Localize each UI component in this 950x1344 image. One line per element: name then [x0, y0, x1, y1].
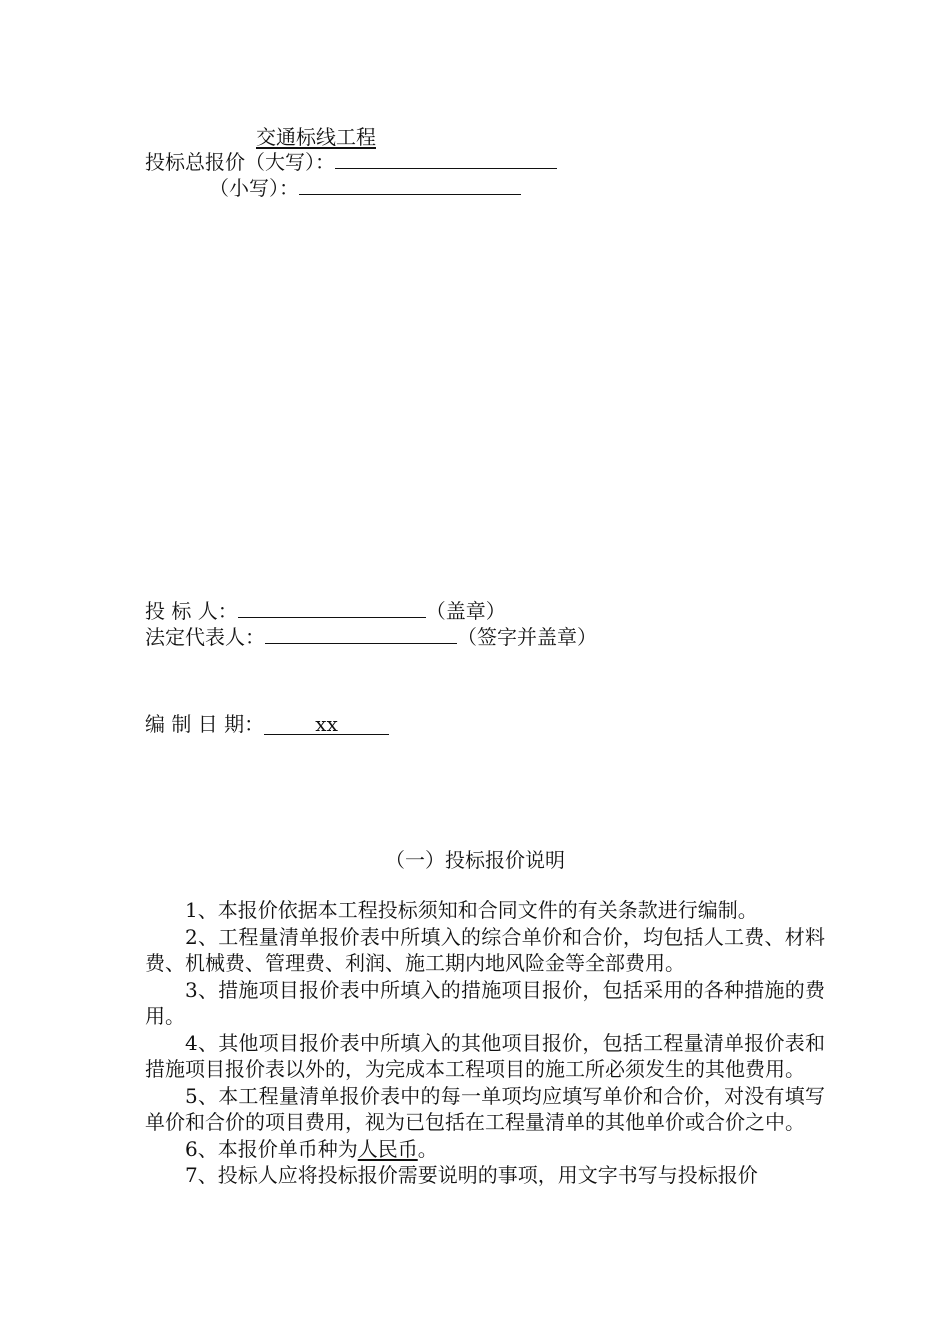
date-value[interactable]: xx: [264, 714, 389, 735]
list-item: 3、措施项目报价表中所填入的措施项目报价，包括采用的各种措施的费用。: [145, 977, 825, 1028]
item6-suffix: 。: [417, 1136, 438, 1161]
list-item: 5、本工程量清单报价表中的每一单项均应填写单价和合价，对没有填写单价和合价的项目费用，视为已包括在工程量清单的其他单价或合价之中。: [145, 1083, 825, 1134]
list-item: 1、本报价依据本工程投标须知和合同文件的有关条款进行编制。: [185, 898, 758, 922]
lower-case-row: [209, 175, 521, 201]
lower-case-blank[interactable]: [299, 176, 521, 195]
legal-rep-row: [145, 624, 597, 650]
list-item: 7、投标人应将投标报价需要说明的事项，用文字书写与投标报价: [185, 1163, 758, 1187]
total-price-label: 投标总报价（大写）：: [145, 150, 335, 174]
legal-rep-label: 法定代表人：: [145, 625, 265, 649]
total-price-row: [145, 149, 557, 175]
legal-rep-blank[interactable]: [265, 625, 457, 644]
list-item: 4、其他项目报价表中所填入的其他项目报价，包括工程量清单报价表和措施项目报价表以外的，为完成本工程项目的施工所必须发生的其他费用。: [145, 1030, 825, 1081]
explanation-list: [145, 897, 825, 1189]
date-label: 编 制 日 期：: [145, 712, 265, 736]
legal-rep-note: （签字并盖章）: [457, 625, 597, 649]
currency-value: 人民币: [357, 1136, 418, 1161]
list-item: 2、工程量清单报价表中所填入的综合单价和合价，均包括人工费、材料费、机械费、管理费、利润、施工期内地风险金等全部费用。: [145, 924, 825, 975]
lower-case-label: （小写）：: [209, 176, 299, 200]
bidder-note: （盖章）: [425, 599, 506, 623]
bidder-row: [145, 598, 506, 624]
list-item: [145, 1136, 825, 1163]
item6-prefix: 6、本报价单币种为: [185, 1136, 358, 1161]
project-name: 交通标线工程: [256, 125, 376, 149]
date-row: [145, 711, 389, 737]
bidder-label: 投 标 人：: [145, 599, 238, 623]
total-price-blank[interactable]: [335, 150, 557, 169]
section-title: （一）投标报价说明: [385, 848, 565, 872]
bidder-blank[interactable]: [238, 599, 426, 618]
